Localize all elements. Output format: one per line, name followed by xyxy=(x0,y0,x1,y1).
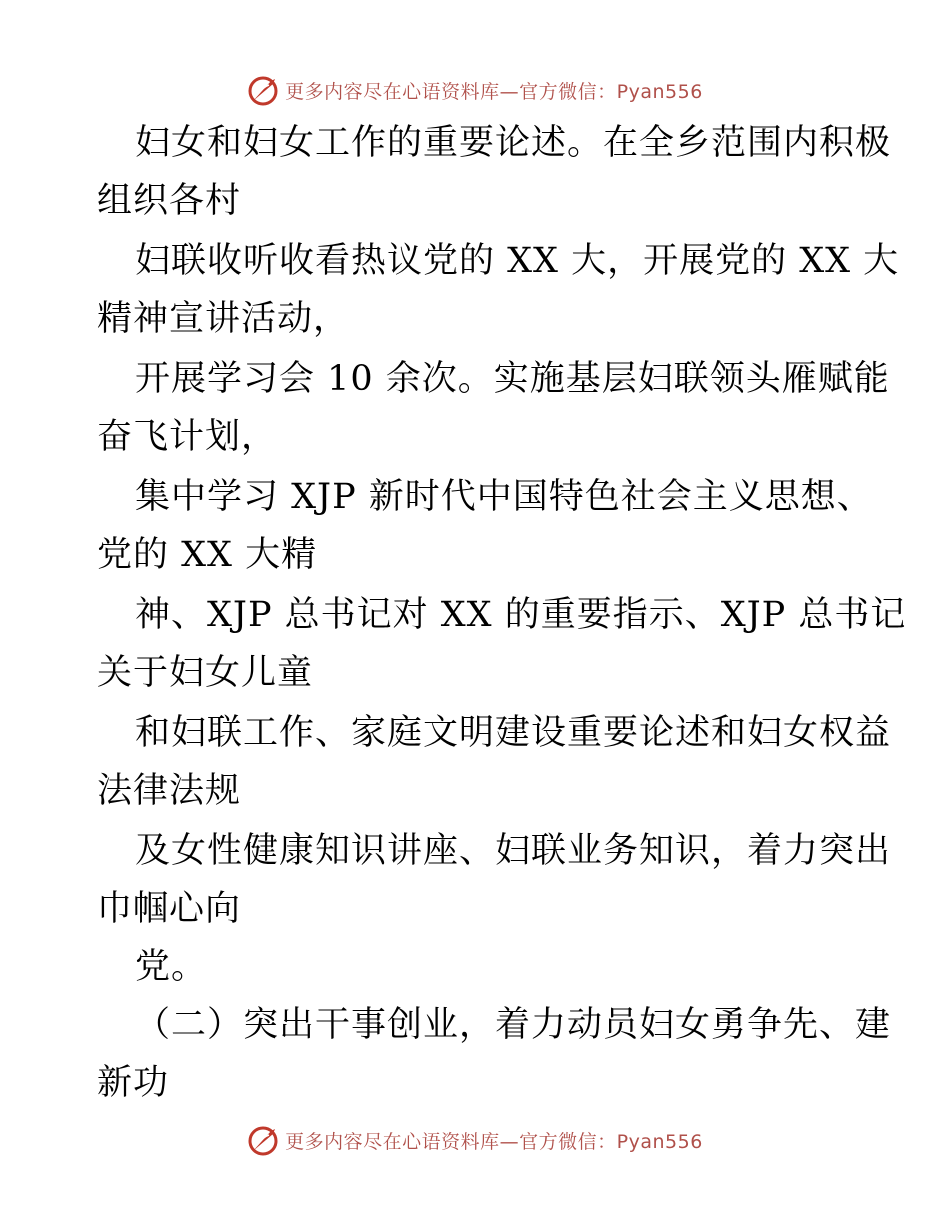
quill-logo-icon xyxy=(247,73,281,107)
paragraph-line: 精神宣讲活动， xyxy=(97,299,350,339)
footer-banner xyxy=(0,1120,950,1160)
paragraph-line: 奋飞计划， xyxy=(97,417,278,457)
quill-logo-icon xyxy=(247,1123,281,1157)
paragraph-line: 党。 xyxy=(135,947,208,987)
paragraph-line: 妇女和妇女工作的重要论述。在全乡范围内积极 xyxy=(135,123,892,163)
paragraph-line: 党的 XX 大精 xyxy=(97,535,318,575)
paragraph-line: 和妇联工作、家庭文明建设重要论述和妇女权益 xyxy=(135,713,892,753)
paragraph-line: 集中学习 XJP 新时代中国特色社会主义思想、 xyxy=(135,477,873,517)
section-heading-line: （二）突出干事创业，着力动员妇女勇争先、建 xyxy=(135,1005,892,1045)
paragraph-line: 神、XJP 总书记对 XX 的重要指示、XJP 总书记 xyxy=(135,595,907,635)
paragraph-line: 组织各村 xyxy=(97,181,242,221)
paragraph-line: 巾帼心向 xyxy=(97,889,242,929)
paragraph-line: 及女性健康知识讲座、妇联业务知识，着力突出 xyxy=(135,831,892,871)
paragraph-line: 开展学习会 10 余次。实施基层妇联领头雁赋能 xyxy=(135,359,890,399)
header-banner-text: 更多内容尽在心语资料库—官方微信：Pyan556 xyxy=(285,80,703,103)
paragraph-line: 关于妇女儿童 xyxy=(97,653,314,693)
header-banner xyxy=(0,70,950,110)
paragraph-line: 妇联收听收看热议党的 XX 大，开展党的 XX 大 xyxy=(135,241,900,281)
footer-banner-text: 更多内容尽在心语资料库—官方微信：Pyan556 xyxy=(285,1130,703,1153)
paragraph-line: 新功 xyxy=(97,1063,170,1103)
paragraph-line: 法律法规 xyxy=(97,771,242,811)
